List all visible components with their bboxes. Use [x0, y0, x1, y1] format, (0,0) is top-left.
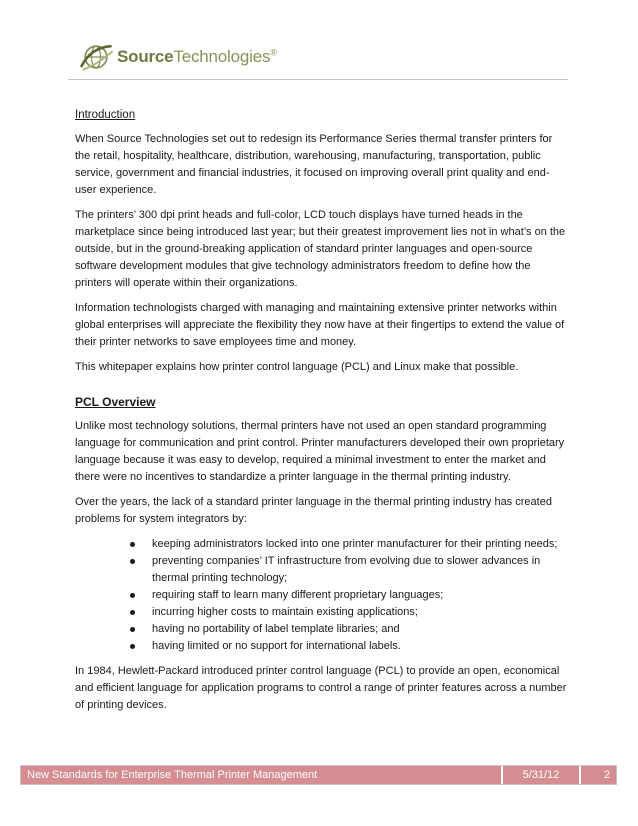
- intro-paragraph-1: When Source Technologies set out to redesign its Performance Series thermal transfer printers for the retail, hospitality, healthcare, distribution, warehousing, manufacturing, transportation, public service, government and financial industries, it focused on improving overall print quality and end-user experience.: [75, 133, 553, 196]
- logo-source-text: Source: [117, 47, 174, 66]
- list-item: [130, 587, 567, 604]
- list-item: [130, 604, 567, 621]
- problems-list: [75, 536, 567, 655]
- bullet-icon: [130, 559, 135, 564]
- footer-page-number: 2: [581, 766, 616, 784]
- list-item-text: preventing companies’ IT infrastructure from evolving due to slower advances in thermal printing technology;: [152, 555, 541, 584]
- list-item: [130, 536, 567, 553]
- list-item-text: incurring higher costs to maintain existing applications;: [152, 606, 418, 618]
- intro-paragraph-3: Information technologists charged with managing and maintaining extensive printer networks within global enterprises will appreciate the flexibility they now have at their fingertips to extend the value of their printer networks to save employees time and money.: [75, 302, 565, 348]
- company-logo: [78, 36, 277, 78]
- globe-swoosh-icon: [78, 39, 114, 75]
- header-divider: [68, 79, 568, 80]
- pcl-paragraph-2: Over the years, the lack of a standard printer language in the thermal printing industry has created problems for system integrators by:: [75, 496, 552, 525]
- page-footer: [20, 765, 617, 785]
- bullet-icon: [130, 542, 135, 547]
- list-item-text: having limited or no support for international labels.: [152, 640, 401, 652]
- logo-technologies-text: Technologies: [173, 47, 271, 66]
- list-item-text: requiring staff to learn many different proprietary languages;: [152, 589, 444, 601]
- bullet-icon: [130, 627, 135, 632]
- intro-paragraph-2: The printers’ 300 dpi print heads and full-color, LCD touch displays have turned heads in the marketplace since being introduced last year; but their greatest improvement lies not in what’s on the outside, but in the ground-breaking application of standard printer languages and open-source software development modules that give technology administrators freedom to define how the printers will operate within their organizations.: [75, 209, 566, 289]
- pcl-overview-heading: PCL Overview: [75, 395, 156, 409]
- footer-date: 5/31/12: [503, 766, 581, 784]
- bullet-icon: [130, 644, 135, 649]
- list-item-text: having no portability of label template libraries; and: [152, 623, 400, 635]
- pcl-paragraph-1: Unlike most technology solutions, thermal printers have not used an open standard programming language for communication and print control. Printer manufacturers developed their own proprietary language because it was easy to develop, required a minimal investment to enter the market and there were no incentives to standardize a printer language in the thermal printing industry.: [75, 420, 565, 483]
- list-item-text: keeping administrators locked into one printer manufacturer for their printing needs;: [152, 538, 558, 550]
- intro-paragraph-4: This whitepaper explains how printer control language (PCL) and Linux make that possible.: [75, 361, 519, 373]
- logo-wordmark: [117, 47, 277, 67]
- list-item: [130, 638, 567, 655]
- list-item: [130, 553, 567, 587]
- introduction-heading: Introduction: [75, 109, 136, 121]
- pcl-closing-paragraph: In 1984, Hewlett-Packard introduced printer control language (PCL) to provide an open, economical and efficient language for application programs to control a range of printer features across a number of printing devices.: [75, 665, 567, 711]
- document-body: [75, 107, 567, 722]
- list-item: [130, 621, 567, 638]
- bullet-icon: [130, 610, 135, 615]
- bullet-icon: [130, 593, 135, 598]
- footer-document-title: New Standards for Enterprise Thermal Printer Management: [21, 766, 503, 784]
- logo-registered-mark: ®: [270, 47, 277, 58]
